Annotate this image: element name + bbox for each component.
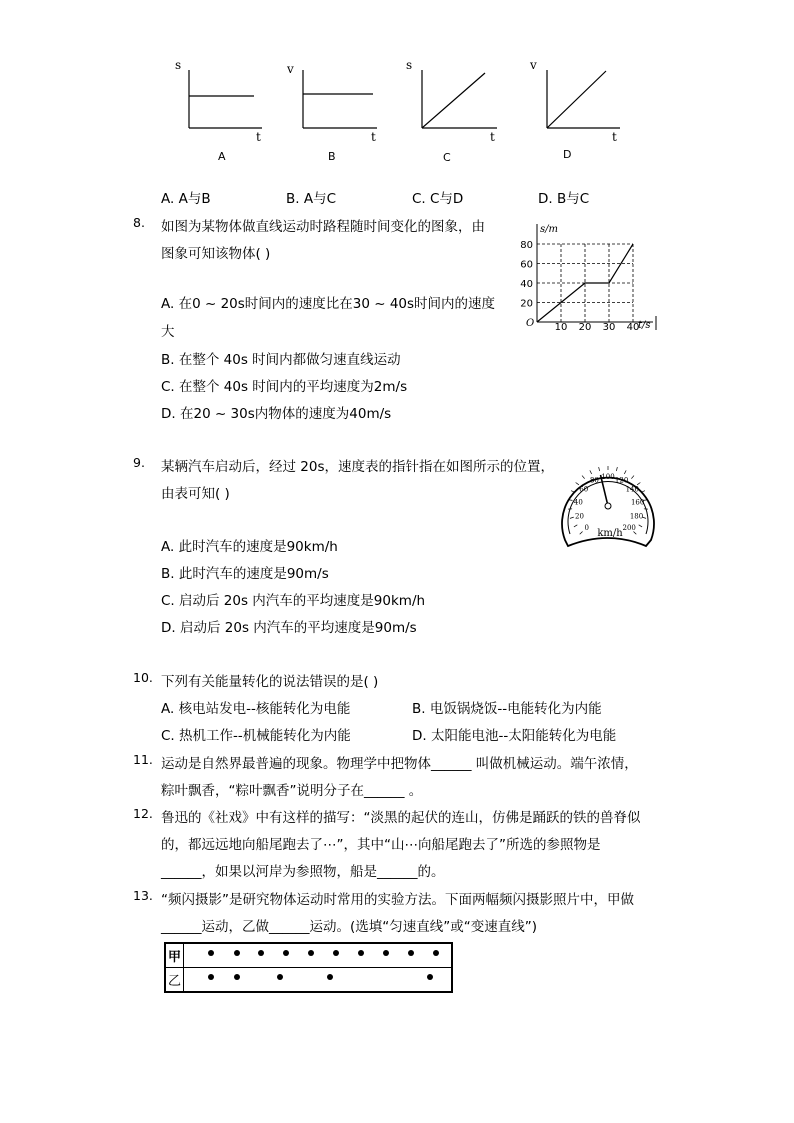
q8-option-d: D. 在20 ~ 30s内物体的速度为40m/s (161, 406, 392, 422)
q9-speedometer-tick (582, 476, 585, 479)
q9-speedometer-label: 120 (614, 476, 629, 485)
q13-number: 13. (133, 888, 153, 903)
q8-option-a-line1: A. 在0 ~ 20s时间内的速度比在30 ~ 40s时间内的速度 (161, 296, 496, 312)
q9-speedometer-label: 0 (584, 524, 590, 533)
q9-speedometer-label: 200 (622, 524, 636, 533)
q8-option-b: B. 在整个 40s 时间内都做匀速直线运动 (161, 352, 401, 368)
q10-option-a: A. 核电站发电--核能转化为电能 (161, 701, 351, 717)
q8-chart-xlabel: t/s (638, 320, 651, 331)
q8-chart-origin: O (526, 318, 535, 329)
q9-speedometer-tick (599, 467, 600, 471)
q8-stem-line1: 如图为某物体做直线运动时路程随时间变化的图象，由 (161, 219, 485, 235)
q8-chart-x-tick-label: 10 (554, 322, 568, 333)
q13-jia-dots (184, 944, 451, 963)
q9-speedometer-label: 180 (629, 512, 644, 521)
q7-option-c: C. C与D (412, 191, 464, 207)
q9-speedometer-label: 100 (601, 473, 615, 481)
q9-speedometer-tick (616, 467, 617, 471)
q9-number: 9. (133, 455, 145, 470)
q8-chart-x-tick-label: 40 (626, 322, 640, 333)
q9-speedometer-label: 60 (579, 485, 589, 494)
q8-option-a-line2: 大 (161, 324, 175, 340)
q10-option-d: D. 太阳能电池--太阳能转化为电能 (412, 728, 617, 744)
q11-line2: 粽叶飘香，“粽叶飘香”说明分子在______ 。 (161, 783, 423, 799)
q7-option-a: A. A与B (161, 191, 211, 207)
q12-number: 12. (133, 806, 153, 821)
q11-line1: 运动是自然界最普遍的现象。物理学中把物体______ 叫做机械运动。端午浓情， (161, 756, 638, 772)
q12-line1: 鲁迅的《社戏》中有这样的描写：“淡黑的起伏的连山，仿佛是踊跃的铁的兽脊似 (161, 810, 641, 826)
q9-speedometer-label: 80 (589, 476, 599, 485)
q8-number: 8. (133, 215, 145, 230)
q9-speedometer-unit: km/h (597, 528, 623, 539)
q9-option-b: B. 此时汽车的速度是90m/s (161, 566, 329, 582)
q13-row-label-yi: 乙 (165, 968, 184, 993)
q7-option-b: B. A与C (286, 191, 337, 207)
q7-b-caption: B (328, 150, 336, 163)
q13-row-label-jia: 甲 (165, 943, 184, 968)
q7-graph-d (528, 58, 628, 168)
q10-stem: 下列有关能量转化的说法错误的是( ) (161, 674, 379, 690)
q13-row-jia-dots (184, 943, 453, 968)
q8-stem-line2: 图象可知该物体( ) (161, 246, 271, 262)
q8-chart-y-tick-label: 60 (520, 259, 533, 271)
q9-speedometer-label: 20 (575, 512, 584, 521)
q8-s-t-chart (510, 218, 660, 334)
q9-speedometer-label: 40 (573, 498, 583, 507)
q7-c-caption: C (443, 151, 451, 164)
q12-line2: 的，都远远地向船尾跑去了⋯”，其中“山⋯向船尾跑去了”所选的参照物是 (161, 837, 601, 853)
q7-d-xlabel: t (612, 130, 617, 144)
q13-line2: ______运动，乙做______运动。(选填“匀速直线”或“变速直线”) (161, 919, 538, 935)
q9-stem-line1: 某辆汽车启动后，经过 20s，速度表的指针指在如图所示的位置， (161, 459, 555, 475)
q7-d-ylabel: v (530, 58, 537, 72)
q13-flash-photo-table (164, 942, 453, 993)
q9-speedometer (560, 460, 656, 550)
q13-yi-dots (184, 968, 451, 987)
q9-speedometer-tick (624, 470, 626, 474)
q10-option-b: B. 电饭锅烧饭--电能转化为内能 (412, 701, 602, 717)
q8-chart-x-tick-label: 30 (602, 322, 616, 333)
q9-option-c: C. 启动后 20s 内汽车的平均速度是90km/h (161, 593, 426, 609)
q9-speedometer-tick (590, 470, 592, 474)
q8-chart-ylabel: s/m (540, 224, 558, 235)
q9-option-a: A. 此时汽车的速度是90km/h (161, 539, 338, 555)
q8-chart-y-tick-label: 40 (520, 279, 533, 290)
q7-a-xlabel: t (256, 130, 261, 144)
q9-speedometer-tick (631, 476, 634, 479)
q8-option-c: C. 在整个 40s 时间内的平均速度为2m/s (161, 379, 408, 395)
q8-chart-x-tick-label: 20 (578, 322, 592, 333)
q13-row-yi (165, 968, 452, 993)
q7-option-d: D. B与C (538, 191, 590, 207)
q7-c-xlabel: t (490, 130, 495, 144)
q13-row-yi-dots (184, 968, 453, 993)
q7-graph-c (405, 58, 505, 168)
q8-chart-y-tick-label: 20 (520, 298, 533, 310)
q13-line1: “频闪摄影”是研究物体运动时常用的实验方法。下面两幅频闪摄影照片中，甲做 (161, 892, 634, 908)
q7-d-caption: D (563, 148, 572, 161)
q9-option-d: D. 启动后 20s 内汽车的平均速度是90m/s (161, 620, 417, 636)
q7-a-ylabel: s (175, 58, 182, 72)
q12-line3: ______，如果以河岸为参照物，船是______的。 (161, 864, 445, 880)
q9-speedometer-label: 160 (630, 498, 645, 507)
q10-option-c: C. 热机工作--机械能转化为内能 (161, 728, 351, 744)
q10-number: 10. (133, 670, 153, 685)
q9-speedometer-label: 140 (625, 485, 639, 494)
q9-stem-line2: 由表可知( ) (161, 486, 230, 502)
q8-chart-y-tick-label: 80 (520, 240, 533, 251)
q13-row-jia (165, 943, 452, 968)
q11-number: 11. (133, 752, 153, 767)
q7-c-ylabel: s (406, 58, 413, 72)
q7-a-caption: A (218, 150, 226, 163)
q7-b-ylabel: v (287, 62, 294, 76)
q7-b-xlabel: t (371, 130, 376, 144)
